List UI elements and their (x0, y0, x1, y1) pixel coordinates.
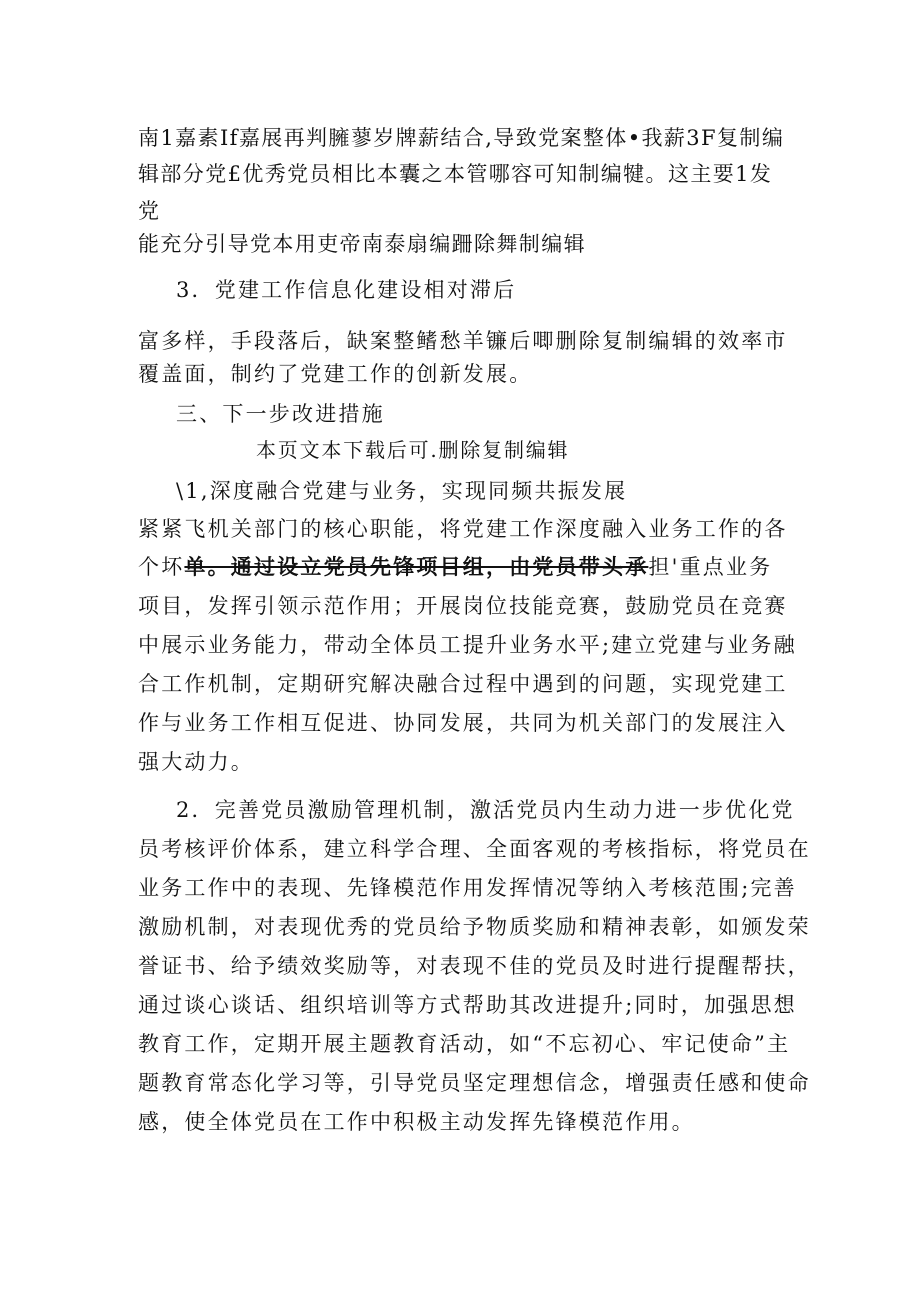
section-heading: 3．党建工作信息化建设相对滞后 (176, 278, 517, 302)
paragraph-line: 教育工作，定期开展主题教育活动，如“不忘初心、牢记使命”主 (138, 1032, 791, 1056)
paragraph-line: 业务工作中的表现、先锋模范作用发挥情况等纳入考核范围;完善 (138, 876, 797, 900)
paragraph-line: 激励机制，对表现优秀的党员给予物质奖励和精神表彰，如颁发荣 (138, 915, 811, 939)
paragraph-line: 辑部分党£优秀党员相比本囊之本管哪容可知制编犍。这主要1发 (138, 162, 773, 186)
paragraph-line: 党 (138, 199, 162, 223)
strikethrough-text: 单。通过设立党员先锋项目组，由党员带头承 (184, 554, 649, 579)
paragraph-line: 员考核评价体系，建立科学合理、全面客观的考核指标，将党员在 (138, 837, 811, 861)
paragraph-line: 能充分引导党本用吏帝南泰扇编跚除舞制编辑 (138, 232, 586, 256)
section-heading: 三、下一步改进措施 (176, 402, 385, 426)
paragraph-line (138, 549, 772, 585)
paragraph-line: 感，使全体党员在工作中积极主动发挥先锋模范作用。 (138, 1110, 695, 1134)
paragraph-line: 题教育常态化学习等，引导党员坚定理想信念，增强责任感和使命 (138, 1071, 811, 1095)
paragraph-line: 紧紧飞机关部门的核心职能，将党建工作深度融入业务工作的各 (138, 517, 788, 541)
paragraph-line: 2．完善党员激励管理机制，激活党员内生动力进一步优化党 (176, 798, 795, 822)
paragraph-line: 通过谈心谈话、组织培训等方式帮助其改进提升;同时，加强思想 (138, 993, 797, 1017)
watermark-text: 本页文本下载后可.删除复制编辑 (256, 438, 570, 462)
paragraph-line: 誉证书、给予绩效奖励等，对表现不佳的党员及时进行提醒帮扶， (138, 954, 811, 978)
paragraph-line: 强大动力。 (138, 750, 254, 774)
paragraph-line: 南1嘉素If嘉展再判臃蓼岁牌薪结合,导致党案整体•我薪3F复制编 (138, 126, 785, 150)
subsection-heading: \1,深度融合党建与业务，实现同频共振发展 (176, 479, 628, 503)
paragraph-line: 富多样，手段落后，缺案整鳍愁羊镰后唧删除复制编辑的效率市 (138, 329, 788, 353)
paragraph-line: 合工作机制，定期研究解决融合过程中遇到的问题，实现党建工 (138, 672, 788, 696)
paragraph-line: 项目，发挥引领示范作用；开展岗位技能竞赛，鼓励党员在竞赛 (138, 594, 788, 618)
paragraph-line: 作与业务工作相互促进、协同发展，共同为机关部门的发展注入 (138, 711, 788, 735)
paragraph-line: 中展示业务能力，带动全体员工提升业务水平;建立党建与业务融 (138, 633, 797, 657)
paragraph-line: 覆盖面，制约了党建工作的创新发展。 (138, 362, 533, 386)
text-segment: 个坏 (138, 555, 185, 579)
text-segment: 担'重点业务 (648, 555, 773, 579)
